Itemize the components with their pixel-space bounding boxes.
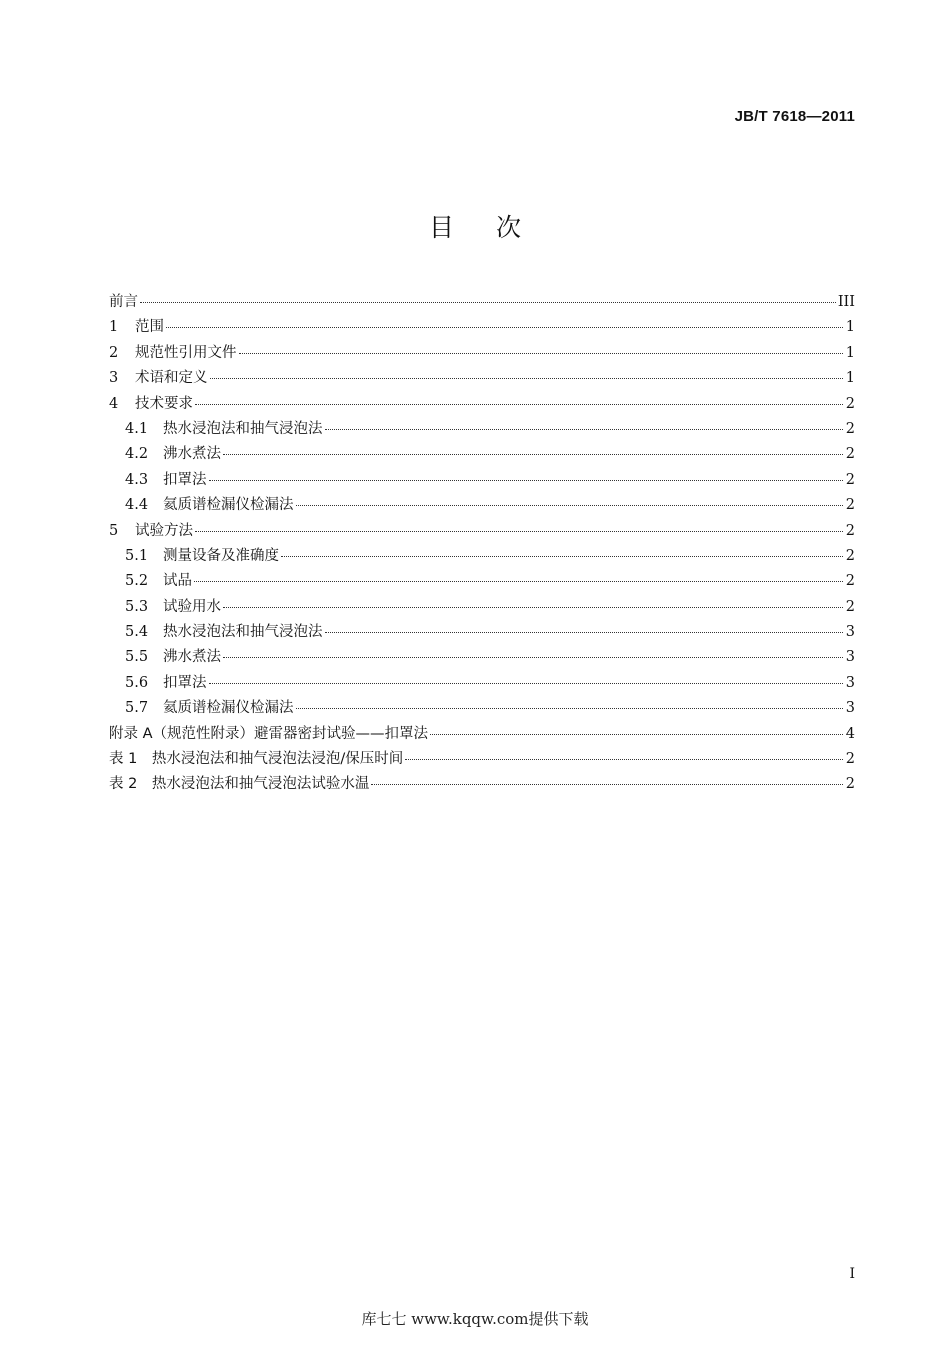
toc-entry-title: 表 2 热水浸泡法和抽气浸泡法试验水温 bbox=[109, 776, 370, 793]
toc-entry-title: 范围 bbox=[135, 319, 164, 336]
toc-entry[interactable] bbox=[109, 493, 855, 518]
toc-entry[interactable] bbox=[109, 468, 855, 493]
page-number: I bbox=[849, 1266, 855, 1282]
toc-dot-leader bbox=[281, 556, 843, 557]
toc-entry[interactable] bbox=[109, 671, 855, 696]
toc-entry-title: 热水浸泡法和抽气浸泡法 bbox=[163, 624, 323, 641]
toc-entry-title: 术语和定义 bbox=[135, 370, 208, 387]
toc-entry-number: 5.3 bbox=[125, 598, 149, 615]
toc-dot-leader bbox=[209, 683, 844, 684]
toc-entry-page: 2 bbox=[845, 395, 855, 412]
toc-entry-number: 4.2 bbox=[125, 446, 149, 463]
toc-entry-title: 试验方法 bbox=[135, 522, 193, 539]
toc-dot-leader bbox=[195, 404, 843, 405]
toc-entry[interactable] bbox=[109, 569, 855, 594]
toc-entry[interactable] bbox=[109, 290, 855, 315]
toc-entry[interactable] bbox=[109, 772, 855, 797]
toc-entry-page: 2 bbox=[845, 573, 855, 590]
toc-entry-number: 5.7 bbox=[125, 700, 149, 717]
toc-entry-title: 氦质谱检漏仪检漏法 bbox=[163, 497, 294, 514]
toc-entry-number: 5 bbox=[109, 522, 119, 539]
toc-entry-title: 热水浸泡法和抽气浸泡法 bbox=[163, 420, 323, 437]
toc-entry-title: 氦质谱检漏仪检漏法 bbox=[163, 700, 294, 717]
toc-entry-title: 试验用水 bbox=[163, 598, 221, 615]
toc-entry-number: 4.3 bbox=[125, 471, 149, 488]
toc-entry-title: 表 1 热水浸泡法和抽气浸泡法浸泡/保压时间 bbox=[109, 751, 404, 768]
toc-dot-leader bbox=[223, 657, 843, 658]
toc-entry-page: 2 bbox=[845, 776, 855, 793]
toc-entry-page: 2 bbox=[845, 547, 855, 564]
toc-entry[interactable] bbox=[109, 696, 855, 721]
toc-entry-number: 4 bbox=[109, 395, 119, 412]
toc-entry-page: 3 bbox=[845, 700, 855, 717]
toc-entry-number: 1 bbox=[109, 319, 119, 336]
toc-entry[interactable] bbox=[109, 442, 855, 467]
toc-dot-leader bbox=[296, 708, 844, 709]
download-watermark: 库七七 www.kqqw.com提供下载 bbox=[361, 1310, 589, 1328]
toc-entry[interactable] bbox=[109, 519, 855, 544]
toc-entry-number: 3 bbox=[109, 370, 119, 387]
toc-entry-page: 1 bbox=[845, 319, 855, 336]
toc-dot-leader bbox=[430, 734, 843, 735]
toc-entry-page: 2 bbox=[845, 598, 855, 615]
toc-entry[interactable] bbox=[109, 747, 855, 772]
toc-dot-leader bbox=[223, 454, 843, 455]
toc-entry-title: 规范性引用文件 bbox=[135, 344, 237, 361]
toc-dot-leader bbox=[209, 480, 844, 481]
toc-entry-title: 试品 bbox=[163, 573, 192, 590]
toc-entry-number: 4.1 bbox=[125, 420, 149, 437]
toc-entry-title: 沸水煮法 bbox=[163, 446, 221, 463]
toc-dot-leader bbox=[296, 505, 844, 506]
toc-entry-number: 5.6 bbox=[125, 674, 149, 691]
toc-dot-leader bbox=[239, 353, 844, 354]
toc-entry-page: 2 bbox=[845, 471, 855, 488]
toc-entry-page: 1 bbox=[845, 344, 855, 361]
toc-entry-number: 4.4 bbox=[125, 497, 149, 514]
toc-dot-leader bbox=[405, 759, 843, 760]
toc-entry[interactable] bbox=[109, 366, 855, 391]
toc-entry-number: 5.5 bbox=[125, 649, 149, 666]
toc-entry-title: 扣罩法 bbox=[163, 674, 207, 691]
toc-entry[interactable] bbox=[109, 544, 855, 569]
toc-entry[interactable] bbox=[109, 417, 855, 442]
toc-entry-page: 3 bbox=[845, 624, 855, 641]
toc-entry-title: 测量设备及准确度 bbox=[163, 547, 279, 564]
toc-entry-page: 3 bbox=[845, 649, 855, 666]
toc-entry[interactable] bbox=[109, 595, 855, 620]
toc-entry-number: 2 bbox=[109, 344, 119, 361]
toc-entry-title: 附录 A（规范性附录）避雷器密封试验——扣罩法 bbox=[109, 725, 429, 742]
toc-dot-leader bbox=[140, 302, 836, 303]
toc-entry-title: 技术要求 bbox=[135, 395, 193, 412]
toc-entry-number: 5.1 bbox=[125, 547, 149, 564]
toc-entry-title: 前言 bbox=[109, 294, 138, 310]
toc-entry[interactable] bbox=[109, 722, 855, 747]
toc-entry[interactable] bbox=[109, 341, 855, 366]
toc-entry-page: 3 bbox=[845, 674, 855, 691]
toc-entry-page: 2 bbox=[845, 522, 855, 539]
toc-entry[interactable] bbox=[109, 315, 855, 340]
toc-entry[interactable] bbox=[109, 392, 855, 417]
toc-dot-leader bbox=[325, 429, 844, 430]
toc-entry[interactable] bbox=[109, 645, 855, 670]
toc-dot-leader bbox=[166, 327, 843, 328]
toc-entry-title: 沸水煮法 bbox=[163, 649, 221, 666]
page-title: 目次 bbox=[428, 213, 563, 242]
toc-entry-number: 5.4 bbox=[125, 624, 149, 641]
document-code: JB/T 7618—2011 bbox=[734, 108, 855, 125]
toc-entry-page: 2 bbox=[845, 751, 855, 768]
toc-dot-leader bbox=[325, 632, 844, 633]
toc-entry-page: III bbox=[837, 294, 855, 310]
table-of-contents bbox=[109, 290, 855, 798]
toc-entry-page: 4 bbox=[845, 725, 855, 742]
toc-entry-page: 1 bbox=[845, 370, 855, 387]
toc-dot-leader bbox=[194, 581, 843, 582]
toc-dot-leader bbox=[223, 607, 843, 608]
toc-entry[interactable] bbox=[109, 620, 855, 645]
toc-dot-leader bbox=[210, 378, 844, 379]
toc-dot-leader bbox=[371, 784, 843, 785]
toc-entry-page: 2 bbox=[845, 420, 855, 437]
toc-entry-page: 2 bbox=[845, 446, 855, 463]
toc-entry-title: 扣罩法 bbox=[163, 471, 207, 488]
toc-entry-number: 5.2 bbox=[125, 573, 149, 590]
toc-dot-leader bbox=[195, 531, 843, 532]
toc-entry-page: 2 bbox=[845, 497, 855, 514]
